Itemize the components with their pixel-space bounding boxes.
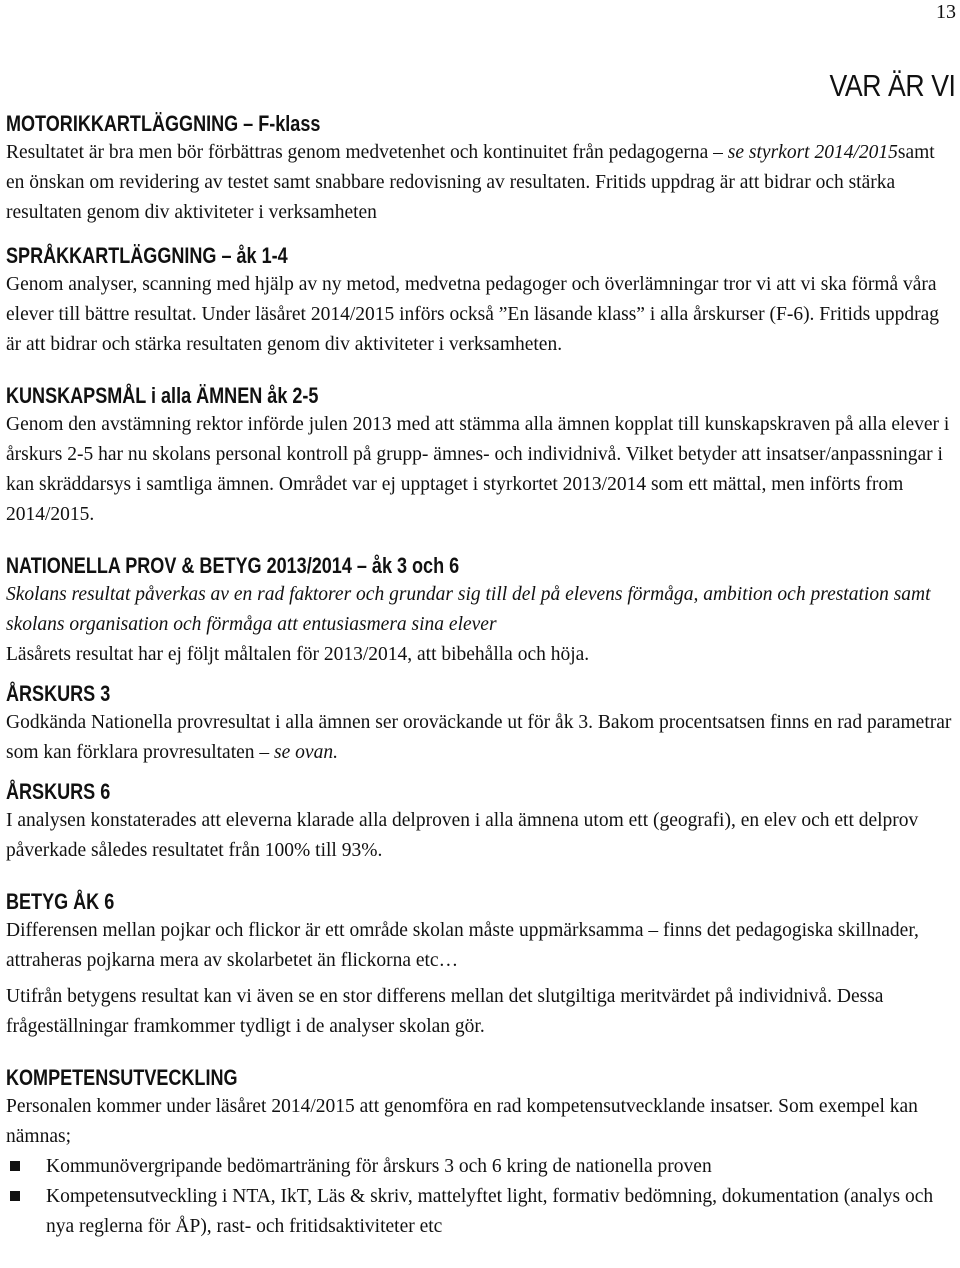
section-kunskapsmal — [6, 382, 952, 530]
square-bullet-icon — [10, 1161, 20, 1171]
text-run-italic: se styrkort 2014/2015 — [727, 142, 898, 163]
section-paragraph: I analysen konstaterades att eleverna klarade alla delproven i alla ämnena utom ett (geografi), en elev och ett delprov påverkade således resultatet från 100% till 93%. — [6, 810, 919, 861]
page-content — [6, 110, 952, 1242]
running-head: VAR ÄR VI — [829, 68, 956, 103]
list-item-text: Kompetensutveckling i NTA, IkT, Läs & skriv, mattelyftet light, formativ bedömning, dokumentation (analys och nya reglerna för ÅP), rast- och fritidsaktiviteter etc — [46, 1186, 934, 1237]
section-heading: ÅRSKURS 6 — [6, 779, 111, 804]
section-heading: KOMPETENSUTVECKLING — [6, 1065, 238, 1090]
section-paragraph: Genom analyser, scanning med hjälp av ny metod, medvetna pedagoger och överlämningar tror vi att vi ska förmå våra elever till bättre resultat. Under läsåret 2014/2015 införs också ”En läsande klass” i alla årskurser (F-6). Fritids uppdrag är att bidrar och stärka resultaten genom div aktiviteter i verksamheten. — [6, 274, 940, 355]
section-sprak — [6, 242, 952, 360]
list-item — [6, 1152, 952, 1182]
section-paragraph: Differensen mellan pojkar och flickor är ett område skolan måste uppmärksamma – finns det pedagogiska skillnader, attraheras pojkarna mera av skolarbetet än flickorna etc… — [6, 920, 919, 971]
section-heading: ÅRSKURS 3 — [6, 681, 111, 706]
section-paragraph: Personalen kommer under läsåret 2014/2015 att genomföra en rad kompetensutvecklande insatser. Som exempel kan nämnas; — [6, 1096, 918, 1147]
text-run: Resultatet är bra men bör förbättras genom medvetenhet och kontinuitet från pedagogerna – — [6, 142, 728, 163]
section-arskurs-6 — [6, 778, 952, 866]
text-run: samt en önskan om revidering av testet samt snabbare redovisning av resultaten. Fritids uppdrag är att bidrar och stärka resultaten genom div aktiviteter i verksamheten — [6, 142, 935, 223]
section-paragraph — [6, 138, 952, 228]
page-number: 13 — [936, 1, 956, 23]
bullet-list — [6, 1152, 952, 1242]
section-heading: NATIONELLA PROV & BETYG 2013/2014 – åk 3 och 6 — [6, 553, 460, 578]
section-heading: BETYG ÅK 6 — [6, 889, 115, 914]
square-bullet-icon — [10, 1191, 20, 1201]
list-item — [6, 1182, 952, 1242]
section-paragraph: Genom den avstämning rektor införde julen 2013 med att stämma alla ämnen kopplat till kunskapskraven på alla elever i årskurs 2-5 har nu skolans personal kontroll på grupp- ämnes- och individnivå. Vilket betyder att insatser/anpassningar i kan skräddarsys i samtliga ämnen. Området var ej upptaget i styrkortet 2013/2014 som ett mättal, men införts from 2014/2015. — [6, 414, 950, 525]
section-paragraph: Läsårets resultat har ej följt måltalen för 2013/2014, att bibehålla och höja. — [6, 644, 590, 665]
section-heading: MOTORIKKARTLÄGGNING – F-klass — [6, 111, 321, 136]
section-heading: SPRÅKKARTLÄGGNING – åk 1-4 — [6, 243, 288, 268]
list-item-text: Kommunövergripande bedömarträning för årskurs 3 och 6 kring de nationella proven — [46, 1156, 712, 1177]
section-paragraph — [6, 708, 952, 768]
section-nationella-prov — [6, 552, 952, 670]
text-run: Godkända Nationella provresultat i alla ämnen ser oroväckande ut för åk 3. Bakom procentsatsen finns en rad parametrar som kan förklara provresultaten – — [6, 712, 952, 763]
section-heading: KUNSKAPSMÅL i alla ÄMNEN åk 2-5 — [6, 383, 319, 408]
text-run-italic: se ovan. — [274, 742, 338, 763]
section-italic-paragraph: Skolans resultat påverkas av en rad faktorer och grundar sig till del på elevens förmåga, ambition och prestation samt skolans organisation och förmåga att entusiasmera sina elever — [6, 584, 931, 635]
section-paragraph: Utifrån betygens resultat kan vi även se en stor differens mellan det slutgiltiga meritvärdet på individnivå. Dessa frågeställningar framkommer tydligt i de analyser skolan gör. — [6, 986, 884, 1037]
section-betyg-ak6 — [6, 888, 952, 1042]
section-arskurs-3 — [6, 680, 952, 768]
section-motorik — [6, 110, 952, 228]
section-kompetensutveckling — [6, 1064, 952, 1242]
